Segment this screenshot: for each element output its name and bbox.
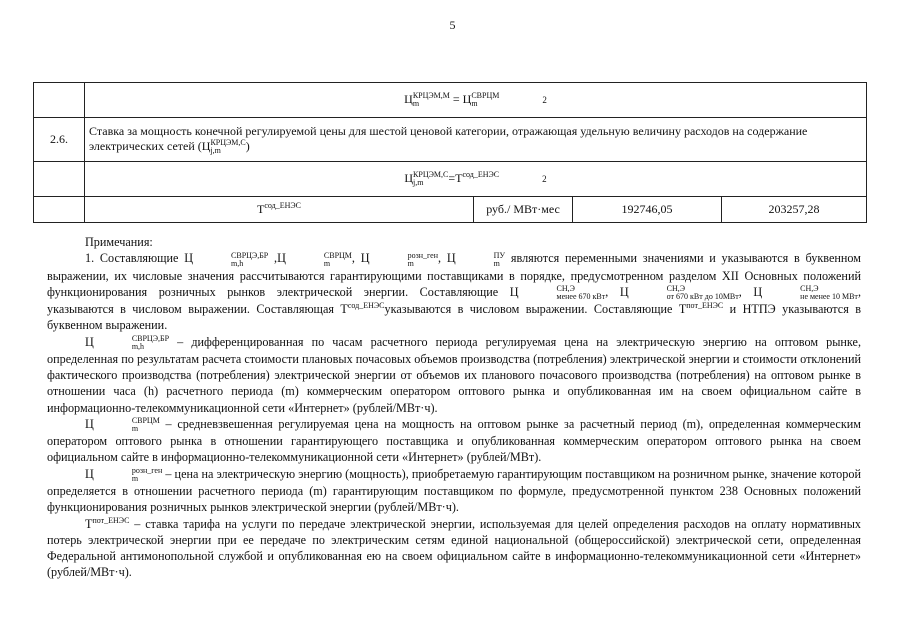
tariff-table <box>33 82 867 223</box>
sym-sub: m <box>323 258 331 268</box>
sym-sup: пот_ЕНЭС <box>686 300 724 310</box>
formula-sup: КРЦЭМ,М <box>412 91 450 101</box>
note-text: , Ц <box>351 251 370 266</box>
value-label-sup: сод_ЕНЭС <box>264 201 301 211</box>
unit-cell: руб./ МВт·мес <box>474 197 573 223</box>
sym-sub: m,h <box>131 341 145 351</box>
note-4 <box>47 466 861 516</box>
note-5 <box>47 516 861 581</box>
sym-sup: СН,Э <box>666 284 686 293</box>
note-symbol: Ц <box>85 466 94 481</box>
formula-t-sup: сод_ЕНЭС <box>462 170 500 180</box>
value-cell-2: 203257,28 <box>722 197 867 223</box>
sym-sup: пот_ЕНЭС <box>92 515 130 525</box>
equals-sign: = <box>448 171 456 186</box>
note-text: – дифференцированная по часам расчетного периода регулируемая цена на электрическую энергию на оптовом рынке, определенная по результатам расчета стоимости плановых почасовых объемов производства (потребления) электрической энергии и стоимости отклонений фактического производства (потребления) электрической энергии от объемов их планового почасового производства (потребления) на оптовом рынке в отношении часа (h) расчетного периода (m) коммерческим оператором оптового рынка и опубликованная им на своем официальном сайте в информационно-телекоммуникационной сети «Интернет» (рублей/МВт·ч). <box>47 334 861 415</box>
row-text: Ставка за мощность конечной регулируемой цены для шестой ценовой категории, отражающая удельную величину расходов на содержание электрических сетей (Ц <box>89 124 808 153</box>
formula-symbol: Ц <box>404 171 414 186</box>
sym-sub: менее 670 кВт <box>556 292 606 301</box>
notes-section <box>47 234 861 581</box>
formula-sub: m <box>471 99 478 109</box>
note-text: и НТПЭ указываются в буквенном выражении. <box>47 302 861 333</box>
note-text: , Ц <box>738 284 763 299</box>
value-row <box>34 197 867 223</box>
note-text: , Ц <box>438 251 456 266</box>
sym-sup: сод_ЕНЭС <box>347 300 385 310</box>
footnote-mark: 2 <box>542 174 547 185</box>
row-text-sup: КРЦЭМ,С <box>210 138 246 148</box>
sym-sub: m <box>407 258 414 268</box>
note-text: , указываются в числовом выражении. Составляющая Т <box>47 284 861 316</box>
note-text: указываются в числовом выражении. Составляющие Т <box>384 302 687 316</box>
formula-symbol: Ц <box>462 91 472 106</box>
sym-sup: СВРЦЭ,БР <box>231 250 269 260</box>
sym-sup: розн_ген <box>131 465 163 475</box>
sym-sup: ПУ <box>493 250 506 260</box>
sym-sub: m <box>493 258 500 268</box>
sym-sup: СВРЦМ <box>323 250 352 260</box>
note-text: – средневзвешенная регулируемая цена на мощность на оптовом рынке за расчетный период (m), определенная коммерческим оператором оптового рынка в отношении гарантирующего поставщика и опубликованная коммерческим оператором оптового рынка на своем официальном сайте в информационно-телекоммуникационной сети «Интернет» (рублей/МВт). <box>47 416 861 465</box>
empty-number-cell <box>34 197 85 223</box>
sym-sup: розн_ген <box>407 250 439 260</box>
sym-sup: СВРЦМ <box>131 416 160 426</box>
note-symbol: Ц <box>85 416 94 431</box>
sym-sub: m,h <box>231 258 244 268</box>
note-symbol: Т <box>85 516 93 531</box>
sym-sub: m <box>131 424 139 434</box>
notes-title: Примечания: <box>85 235 153 249</box>
footnote-mark: 2 <box>542 94 547 105</box>
note-text: – цена на электрическую энергию (мощность), приобретаемую гарантирующим поставщиком на розничном рынке, значение которой определяется в отношении расчетного периода (m) гарантирующим поставщиком по формуле, предусмотренной пунктом 238 Основных положений функционирования розничных рынков электрической энергии (рублей/МВт·ч). <box>47 466 861 515</box>
formula-sub: j,m <box>413 178 424 188</box>
formula-row-1 <box>34 83 867 118</box>
row-text-end: ) <box>245 139 250 153</box>
note-2 <box>47 334 861 416</box>
empty-number-cell <box>34 83 85 118</box>
value-label <box>85 197 474 223</box>
sym-sub: m <box>131 473 139 483</box>
note-text: – ставка тарифа на услуги по передаче электрической энергии, используемая для целей определения расходов на оплату нормативных потерь электрической энергии при ее передаче по электрическим сетям единой национальной (общероссийской) электрической сети, определенная Федеральной антимонопольной службой и опубликованная ею на своем официальном сайте в информационно-телекоммуникационной сети «Интернет» (рублей/МВт·ч). <box>47 516 861 580</box>
formula-sup: СВРЦМ <box>471 91 500 101</box>
sym-sub: не менее 10 МВт <box>800 292 858 301</box>
formula-sup: КРЦЭМ,С <box>413 170 449 180</box>
page-number: 5 <box>449 18 456 32</box>
row-description <box>85 118 867 162</box>
note-text: , Ц <box>605 284 629 299</box>
row-number: 2.6. <box>34 118 85 162</box>
formula-cell-2 <box>85 162 867 197</box>
note-text: ,Ц <box>268 251 286 266</box>
value-cell-1: 192746,05 <box>573 197 722 223</box>
sym-sub: от 670 кВт до 10МВт <box>666 292 739 301</box>
note-text: являются переменными значениями и указываются в буквенном выражении, их числовые значения рассчитываются гарантирующими поставщиками в порядке, предусмотренном разделом XII Основных положений функционирования розничных рынков электрической энергии. Составляющие Ц <box>47 251 862 299</box>
formula-t: Т <box>455 171 463 186</box>
formula-cell-1 <box>85 83 867 118</box>
equals-sign: = <box>452 91 460 106</box>
sym-sup: СН,Э <box>800 284 819 293</box>
formula-sub: m <box>412 99 420 109</box>
formula-row-2 <box>34 162 867 197</box>
formula-symbol: Ц <box>404 91 413 106</box>
sym-sup: СВРЦЭ,БР <box>131 333 170 343</box>
note-symbol: Ц <box>85 334 94 349</box>
row-text-sub: j,m <box>210 146 221 156</box>
row-2-6 <box>34 118 867 162</box>
empty-number-cell <box>34 162 85 197</box>
note-text: 1. Составляющие Ц <box>85 251 194 266</box>
note-1 <box>47 250 861 333</box>
note-3 <box>47 416 861 466</box>
value-label-symbol: Т <box>256 202 265 217</box>
sym-sup: СН,Э <box>556 284 575 293</box>
